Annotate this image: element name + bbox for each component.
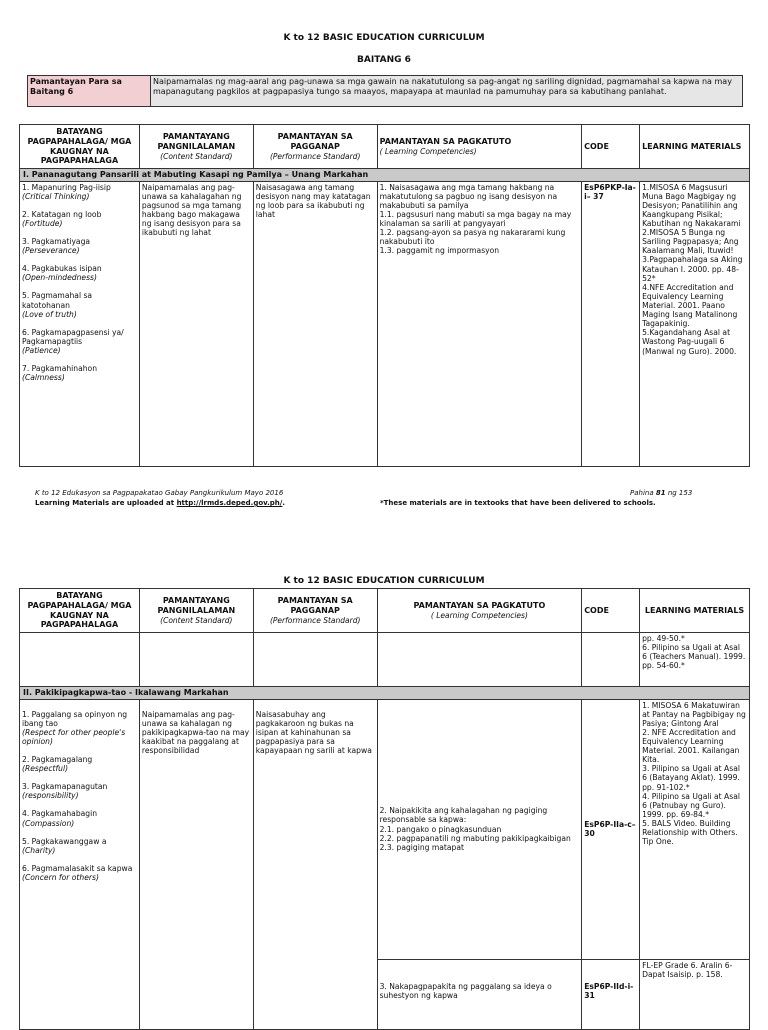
competency-sub-item: 1.1. pagsusuri nang mabuti sa mga bagay na may kinalaman sa sarili at pangyayari [379,209,572,229]
competency-sub-item: 1.2. pagsang-ayon sa pasya ng nakararami kung nakabubuti ito [379,228,566,247]
core-value-item: 2. Pagkamagalang (Respectful) [22,755,93,774]
core-value-item: 5. Pagmamahal sa katotohanan (Love of truth) [22,291,93,319]
content-standard-cell: Naipamamalas ang pag-unawa sa kahalagan ng pakikipagkapwa-tao na may kaakibat na paggalang at responsibilidad [139,699,253,1029]
materials-cell [640,181,750,466]
header-performance-standard: PAMANTAYAN SA PAGGANAP (Performance Standard) [253,125,377,169]
material-item: 3. Pilipino sa Ugali at Asal 6 (Batayang Aklat). 1999. pp. 91-102.* [642,764,740,792]
performance-standard-cell: Naisasagawa ang tamang desisyon nang may katatagan ng loob para sa ikabubuti ng lahat [253,181,377,466]
header-learning-materials: LEARNING MATERIALS [640,589,750,633]
carried-materials-cell: pp. 49-50.* 6. Pilipino sa Ugali at Asal 6 (Teachers Manual). 1999. pp. 54-60.* [640,633,750,687]
materials-3-cell: FL-EP Grade 6. Aralin 6-Dapat Isaisip. p. 158. [640,959,750,1029]
header-code: CODE [582,125,640,169]
lrmds-link[interactable]: http://lrmds.deped.gov.ph/ [176,499,283,507]
core-value-item: 2. Katatagan ng loob (Fortitude) [22,209,102,228]
competency-2-cell [377,699,582,959]
header-learning-competencies: PAMANTAYAN SA PAGKATUTO ( Learning Competencies) [377,125,582,169]
code-cell: EsP6PKP-Ia-i– 37 [582,181,640,466]
core-values-cell [20,699,140,1029]
competency-sub-list [380,210,580,256]
core-value-item: 7. Pagkamahinahon (Calmness) [22,364,98,383]
material-item: 2. NFE Accreditation and Equivalency Learning Material. 2001. Kailangan Kita. [642,727,740,765]
material-item: 4.NFE Accreditation and Equivalency Learning Material. 2001. Paano Maging Isang Matalinong Tagapakinig. [642,282,738,329]
grade-standard-text: Naipamamalas ng mag-aaral ang pag-unawa sa mga gawain na nakatutulong sa pag-angat ng sariling dignidad, pagmamahal sa kapwa na may mapanagutang pagkilos at pagpapasiya tungo sa maayos, mapayapa at maunlad na pamumuhay para sa kabutihang panlahat. [151,76,743,107]
header-content-standard: PAMANTAYANG PANGNILALAMAN (Content Standard) [139,589,253,633]
competencies-cell [377,181,582,466]
header-core-values: BATAYANG PAGPAPAHALAGA/ MGA KAUGNAY NA PAGPAPAHALAGA [20,589,140,633]
header-core-values: BATAYANG PAGPAPAHALAGA/ MGA KAUGNAY NA PAGPAPAHALAGA [20,125,140,169]
core-value-item: 4. Pagkamahabagin (Compassion) [22,809,98,828]
core-values-cell [20,181,140,466]
material-item: 5. BALS Video. Building Relationship with Others. Tip One. [642,819,738,847]
grade-title: BAITANG 6 [357,55,411,65]
curriculum-table-q1 [19,124,750,467]
footer-textbook-note: *These materials are in textooks that have been delivered to schools. [380,499,656,507]
competency-sub-item: 1.3. paggamit ng impormasyon [379,246,500,256]
header-learning-materials: LEARNING MATERIALS [640,125,750,169]
core-value-item: 1. Paggalang sa opinyon ng ibang tao (Respect for other people's opinion) [22,709,128,746]
document-title-page2: K to 12 BASIC EDUCATION CURRICULUM [283,576,485,586]
code-2-cell: EsP6P-IIa-c–30 [582,699,640,959]
curriculum-table-q2 [19,588,750,1030]
core-value-item: 4. Pagkabukas isipan (Open-mindedness) [22,264,102,283]
material-item: 1.MISOSA 6 Magsusuri Muna Bago Magbigay ng Desisyon; Panatilihin ang Kaangkupang Pisikal; Kabutihan ng Nakakarami [642,182,741,229]
material-item: 5.Kagandahang Asal at Wastong Pag-uugali 6 (Manwal ng Guro). 2000. [642,328,737,356]
core-value-item: 6. Pagmamalasakit sa kapwa (Concern for others) [22,863,133,883]
material-item: 4. Pilipino sa Ugali at Asal 6 (Patnubay ng Guro). 1999. pp. 69-84.* [642,791,740,819]
header-learning-competencies: PAMANTAYAN SA PAGKATUTO ( Learning Competencies) [377,589,582,633]
header-content-standard: PAMANTAYANG PANGNILALAMAN (Content Standard) [139,125,253,169]
material-item: 1. MISOSA 6 Makatuwiran at Pantay na Pagbibigay ng Pasiya; Gintong Aral [642,700,746,728]
performance-standard-cell: Naisasabuhay ang pagkakaroon ng bukas na isipan at kahinahunan sa pagpapasiya para sa kapayapaan ng sarili at kapwa [253,699,377,1029]
core-value-item: 1. Mapanuring Pag-iisip (Critical Thinking) [22,182,111,201]
footer-page-number: Pahina 81 ng 153 [630,489,693,497]
quarter-heading: II. Pakikipagkapwa-tao - Ikalawang Markahan [20,687,750,700]
core-values-list [22,710,137,883]
quarter-heading: I. Pananagutang Pansarili at Mabuting Kasapi ng Pamilya – Unang Markahan [20,169,750,182]
competency-main: 1. Naisasagawa ang mga tamang hakbang na makatutulong sa pagbuo ng isang desisyon na makabubuti sa pamilya [379,182,558,210]
footer-guide-title: K to 12 Edukasyon sa Pagpapakatao Gabay Pangkurikulum Mayo 2016 [35,489,284,497]
competency-2-sub-list [380,825,580,852]
core-values-list [22,183,137,383]
materials-2-list [642,701,747,847]
core-value-item: 3. Pagkamatiyaga (Perseverance) [22,237,91,256]
document-title: K to 12 BASIC EDUCATION CURRICULUM [283,33,485,43]
grade-standard-label: Pamantayan Para sa Baitang 6 [28,76,151,107]
competency-sub-item: 2.1. pangako o pinagkasunduan [379,824,502,834]
competency-sub-item: 2.3. pagiging matapat [379,842,465,852]
competency-sub-item: 2.2. pagpapanatili ng mabuting pakikipagkaibigan [379,833,571,843]
materials-2-cell [640,699,750,959]
materials-list [642,183,747,356]
content-standard-cell: Naipamamalas ang pag-unawa sa kahalagahan ng pagsunod sa mga tamang hakbang bago makagawa ng isang desisyon para sa ikabubuti ng lahat [139,181,253,466]
competency-2-main: 2. Naipakikita ang kahalagahan ng pagiging responsable sa kapwa: [379,806,548,825]
footer-upload-note: Learning Materials are uploaded at http://lrmds.deped.gov.ph/. [35,499,286,507]
core-value-item: 6. Pagkamapagpasensi ya/ Pagkamapagtiis (Patience) [22,327,124,356]
material-item: 3.Pagpapahalaga sa Aking Katauhan I. 2000. pp. 48-52* [642,255,743,283]
core-value-item: 5. Pagkakawanggaw a (Charity) [22,836,107,855]
material-item: 2.MISOSA 5 Bunga ng Sariling Pagpapasya; Ang Kaalamang Mali, Ituwid! [642,228,739,256]
header-performance-standard: PAMANTAYAN SA PAGGANAP (Performance Standard) [253,589,377,633]
competency-3-cell: 3. Nakapagpapakita ng paggalang sa ideya o suhestyon ng kapwa [377,959,582,1029]
core-value-item: 3. Pagkamapanagutan (responsibility) [22,782,108,801]
grade-standard-table [27,75,743,107]
code-3-cell: EsP6P-IId-i-31 [582,959,640,1029]
header-code: CODE [582,589,640,633]
